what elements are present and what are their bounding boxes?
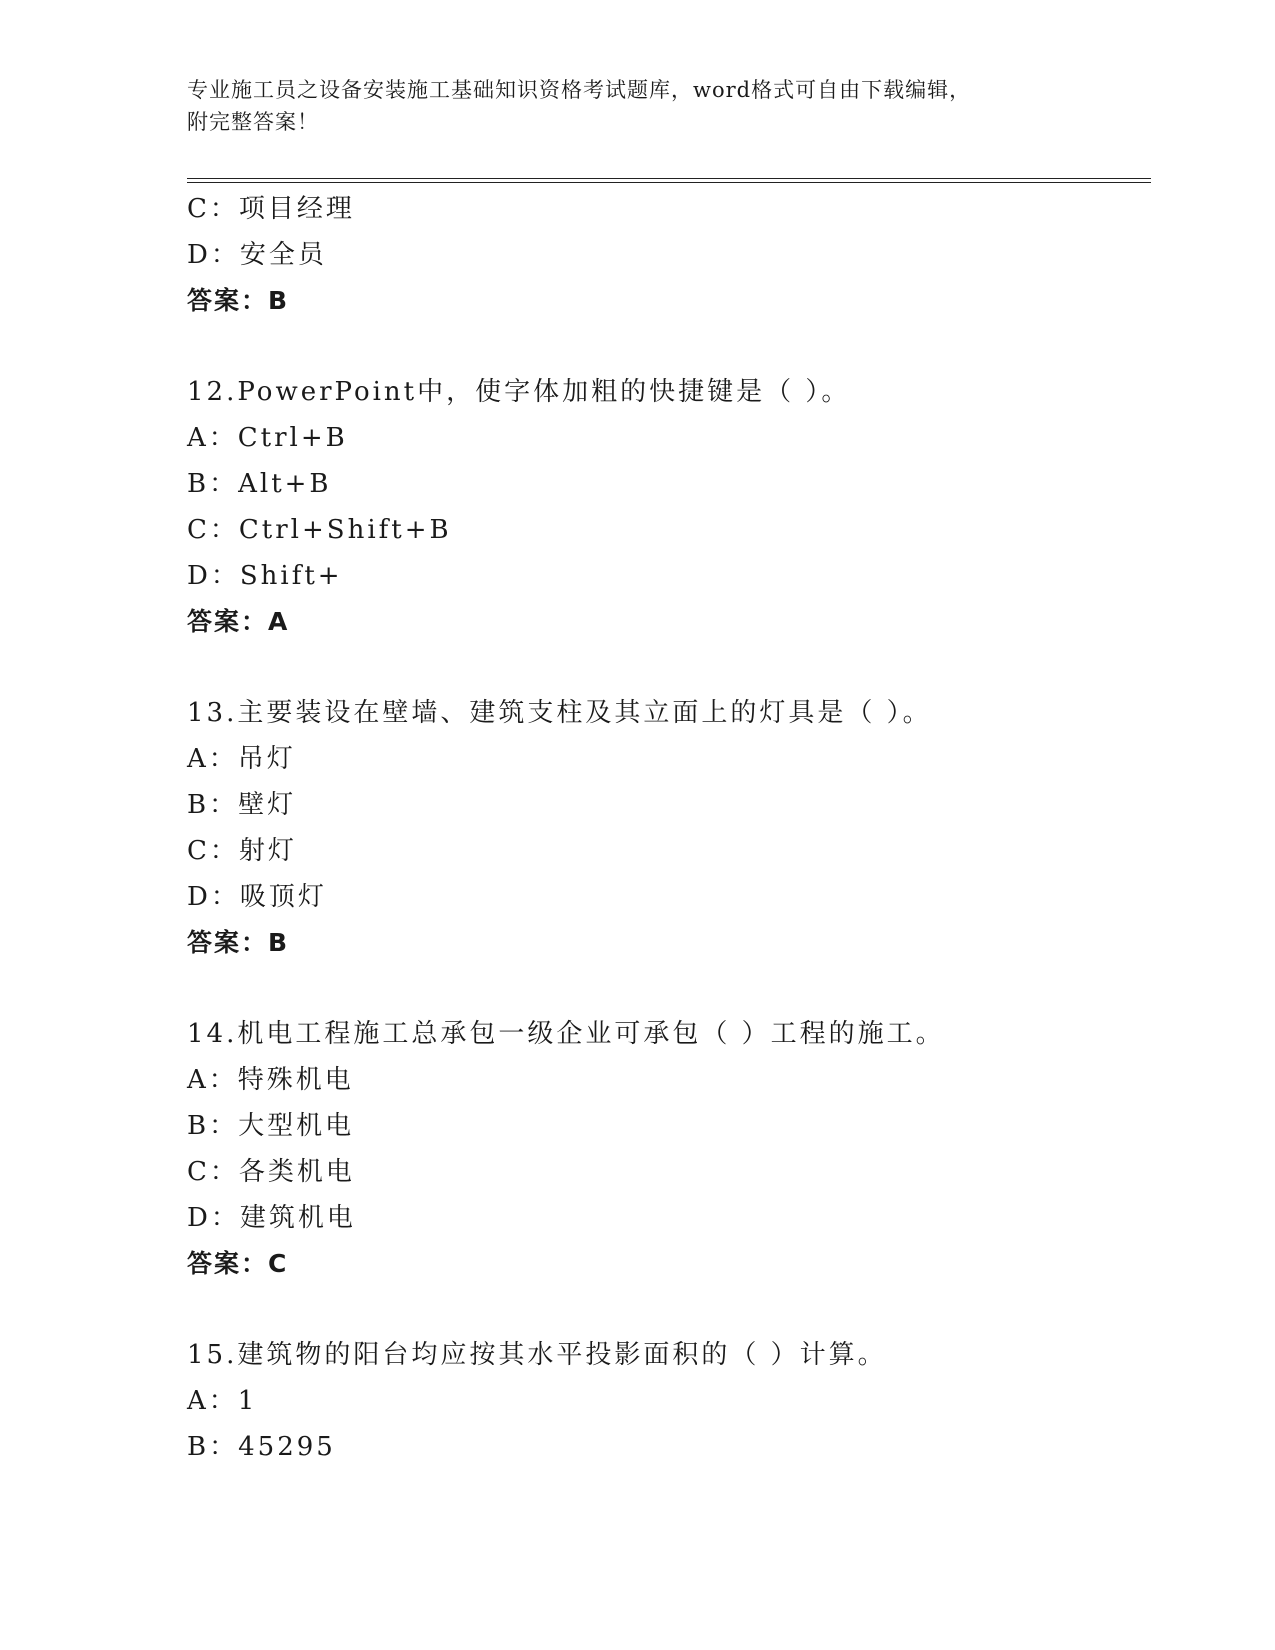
header-line-2: 附完整答案！ bbox=[187, 110, 319, 134]
document-header bbox=[187, 74, 1067, 138]
header-divider-bottom bbox=[187, 182, 1151, 183]
option-b: B：壁灯 bbox=[187, 790, 297, 820]
option-a: A：1 bbox=[187, 1386, 258, 1416]
spacer bbox=[187, 1287, 1151, 1332]
option-c: C：项目经理 bbox=[187, 194, 355, 224]
option-b: B：Alt+B bbox=[187, 469, 332, 499]
header-divider-top bbox=[187, 178, 1151, 179]
option-a: A：特殊机电 bbox=[187, 1065, 354, 1095]
question-stem: 12.PowerPoint中，使字体加粗的快捷键是（ ）。 bbox=[187, 377, 851, 407]
spacer bbox=[187, 966, 1151, 1011]
option-c: C：各类机电 bbox=[187, 1157, 355, 1187]
option-d: D：吸顶灯 bbox=[187, 882, 327, 912]
header-line-1: 专业施工员之设备安装施工基础知识资格考试题库，word格式可自由下载编辑， bbox=[187, 78, 972, 102]
answer-line: 答案：A bbox=[187, 607, 290, 636]
option-d: D：Shift+ bbox=[187, 561, 343, 591]
option-b: B：45295 bbox=[187, 1432, 336, 1462]
question-stem: 14.机电工程施工总承包一级企业可承包（ ）工程的施工。 bbox=[187, 1019, 945, 1049]
spacer bbox=[187, 324, 1151, 369]
option-a: A：吊灯 bbox=[187, 744, 296, 774]
option-c: C：射灯 bbox=[187, 836, 297, 866]
answer-line: 答案：B bbox=[187, 928, 290, 957]
spacer bbox=[187, 645, 1151, 690]
question-stem: 13.主要装设在壁墙、建筑支柱及其立面上的灯具是（ ）。 bbox=[187, 698, 932, 728]
option-d: D：安全员 bbox=[187, 240, 327, 270]
question-list bbox=[187, 186, 1151, 1470]
option-b: B：大型机电 bbox=[187, 1111, 355, 1141]
answer-line: 答案：B bbox=[187, 286, 290, 315]
question-stem: 15.建筑物的阳台均应按其水平投影面积的（ ）计算。 bbox=[187, 1340, 887, 1370]
option-a: A：Ctrl+B bbox=[187, 423, 348, 453]
answer-line: 答案：C bbox=[187, 1249, 289, 1278]
option-d: D：建筑机电 bbox=[187, 1203, 356, 1233]
option-c: C：Ctrl+Shift+B bbox=[187, 515, 452, 545]
